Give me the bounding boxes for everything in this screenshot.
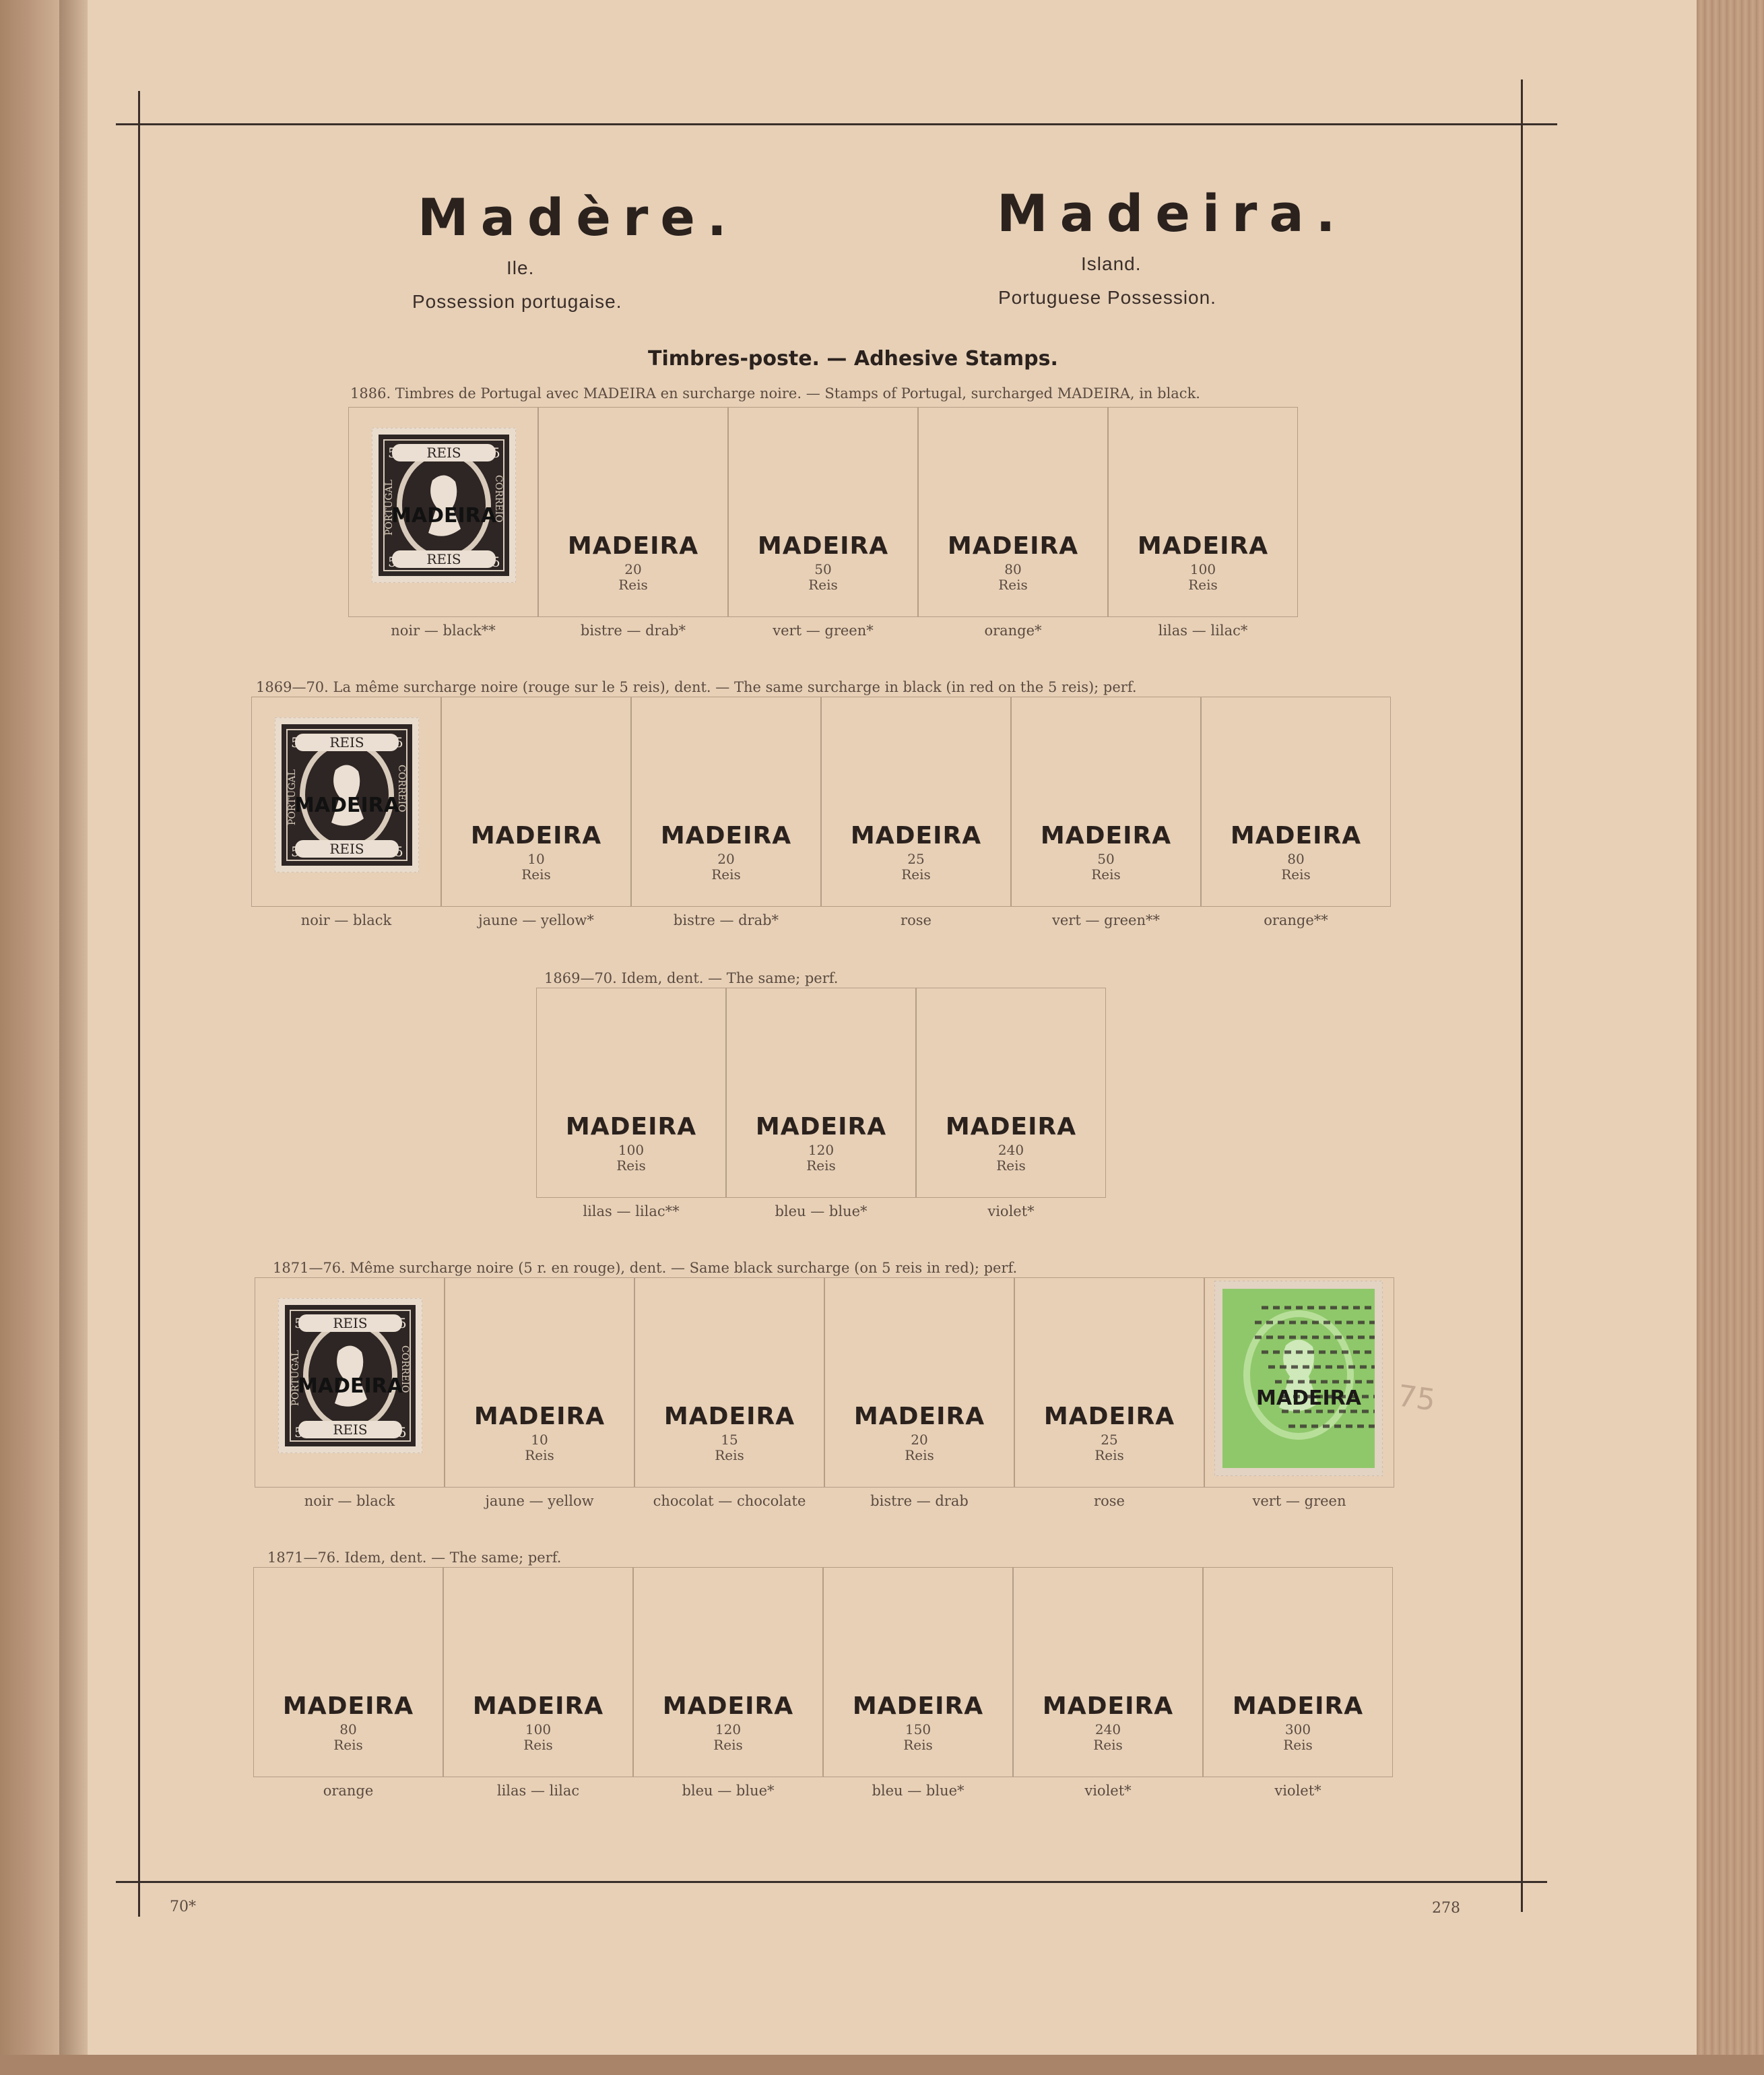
box-text [1204,1694,1392,1752]
title-english: Madeira. [997,183,1348,243]
box-value: 15 [721,1432,738,1448]
box-overprint: MADEIRA [1043,1403,1175,1430]
box-unit: Reis [715,1447,744,1463]
stamp-side-right: CORREIO [493,475,504,523]
spine-shadow [59,0,89,2075]
box-unit: Reis [905,1447,934,1463]
subtitle-french-1: Ile. [507,257,535,278]
box-value: 25 [907,851,925,867]
stamp-color-label: bistre — drab [870,1493,969,1509]
box-unit: Reis [713,1737,743,1753]
section-caption-1886: 1886. Timbres de Portugal avec MADEIRA en surcharge noire. — Stamps of Portugal, surcharged MADEIRA, in black. [350,385,1200,402]
box-text [1014,1694,1202,1752]
box-unit: Reis [998,577,1028,593]
box-value: 25 [1101,1432,1118,1448]
box-text [824,1694,1012,1752]
box-value: 120 [715,1721,742,1737]
box-unit: Reis [1283,1737,1313,1753]
box-overprint: MADEIRA [755,1113,887,1141]
stamp-space[interactable] [1201,697,1391,907]
box-overprint: MADEIRA [757,532,889,560]
stamp-value-tl: 5 [291,734,300,751]
green-used-stamp-s3-c5 [1214,1281,1383,1476]
box-unit: Reis [1281,866,1311,883]
box-unit: Reis [1095,1447,1124,1463]
stamp-space[interactable] [916,988,1106,1198]
green-stamp-overprint: MADEIRA [1256,1386,1361,1410]
stamp-color-label: lilas — lilac [496,1783,580,1799]
stamp-space[interactable] [821,697,1011,907]
box-unit: Reis [333,1737,363,1753]
box-unit: Reis [521,866,551,883]
stamp-color-label: violet* [1084,1783,1132,1799]
box-value: 20 [624,561,642,577]
book-bottom-edge [0,2055,1764,2075]
stamp-space[interactable] [1203,1567,1393,1777]
stamp-space[interactable] [824,1277,1014,1488]
stamp-space[interactable] [443,1567,633,1777]
stamp-space[interactable] [1014,1277,1204,1488]
box-overprint: MADEIRA [945,1113,1077,1141]
section-caption-1869-70-a: 1869—70. La même surcharge noire (rouge sur le 5 reis), dent. — The same surcharge in black (in red on the 5 reis); perf. [256,679,1137,695]
stamp-color-label: bleu — blue* [682,1783,775,1799]
stamp-value-tl: 5 [294,1315,303,1331]
stamp-color-label: rose [1094,1493,1125,1509]
stamp-value-bl: 5 [291,843,300,860]
frame-top-rule [116,123,1557,125]
box-value: 10 [531,1432,548,1448]
box-overprint: MADEIRA [662,1692,794,1720]
box-overprint: MADEIRA [663,1403,795,1430]
stamp-space[interactable] [1011,697,1201,907]
stamp-value-br: 5 [492,554,500,570]
box-unit: Reis [901,866,931,883]
box-overprint: MADEIRA [850,822,982,850]
stamp-color-label: vert — green* [773,622,874,639]
box-text [919,534,1107,592]
box-unit: Reis [903,1737,933,1753]
box-overprint: MADEIRA [1137,532,1269,560]
stamp-bottom-inscription: REIS [333,1422,368,1438]
box-value: 300 [1284,1721,1311,1737]
stamp-color-label: bleu — blue* [872,1783,965,1799]
page-number: 278 [1432,1900,1460,1917]
stamp-space[interactable] [823,1567,1013,1777]
stamp-space[interactable] [1204,1277,1394,1488]
stamp-color-label: noir — black [304,1493,395,1509]
stamp-space[interactable] [441,697,631,907]
box-text [727,1115,915,1172]
box-text [537,1115,725,1172]
box-text [442,824,630,881]
box-overprint: MADEIRA [660,822,792,850]
stamp-color-label: bistre — drab* [580,622,686,639]
footer-code: 70* [170,1898,196,1915]
stamp-value-tr: 5 [395,734,403,751]
stamp-color-label: orange* [984,622,1042,639]
stamp-top-inscription: REIS [333,1315,368,1331]
box-overprint: MADEIRA [1042,1692,1174,1720]
box-overprint: MADEIRA [472,1692,604,1720]
stamp-color-label: jaune — yellow [485,1493,594,1509]
stamp-color-label: jaune — yellow* [478,912,594,928]
stamp-color-label: orange** [1264,912,1328,928]
stamp-space[interactable] [726,988,916,1198]
box-text [729,534,917,592]
section-caption-1869-70-b: 1869—70. Idem, dent. — The same; perf. [544,970,839,986]
box-overprint: MADEIRA [852,1692,984,1720]
box-text [632,824,820,881]
stamp-space[interactable] [918,407,1108,617]
section-caption-1871-76-b: 1871—76. Idem, dent. — The same; perf. [267,1550,562,1566]
pencil-note: 75 [1395,1378,1438,1418]
box-value: 120 [808,1142,835,1158]
box-overprint: MADEIRA [947,532,1079,560]
box-overprint: MADEIRA [473,1403,606,1430]
stamp-overprint: MADEIRA [391,504,496,528]
title-french: Madère. [418,187,739,247]
box-value: 240 [1095,1721,1121,1737]
stamp-space[interactable] [1108,407,1298,617]
stamp-space[interactable] [255,1277,445,1488]
stamp-color-label: bistre — drab* [673,912,779,928]
frame-right-rule [1521,79,1523,1912]
stamp-color-label: rose [901,912,932,928]
stamp-space[interactable] [728,407,918,617]
stamp-bottom-inscription: REIS [329,841,364,857]
box-value: 50 [814,561,832,577]
box-text [254,1694,443,1752]
section-heading: Timbres-poste. — Adhesive Stamps. [648,347,1058,371]
box-overprint: MADEIRA [853,1403,985,1430]
stamp-top-inscription: REIS [329,734,364,751]
stamp-top-inscription: REIS [426,445,461,461]
portugal-5-reis-stamp-s1-c0 [275,717,419,872]
box-overprint: MADEIRA [565,1113,697,1141]
portugal-5-reis-stamp-s3-c0 [278,1298,422,1453]
box-text [539,534,727,592]
frame-left-rule [138,91,140,1917]
box-text [635,1405,824,1462]
portugal-5-reis-stamp-s0-c0 [372,428,516,583]
stamp-value-tl: 5 [388,445,397,461]
stamp-color-label: bleu — blue* [775,1203,868,1219]
box-unit: Reis [618,577,648,593]
stamp-space[interactable] [538,407,728,617]
stamp-color-label: lilas — lilac** [583,1203,680,1219]
stamp-value-tr: 5 [492,445,500,461]
box-value: 80 [1004,561,1022,577]
box-text [1202,824,1390,881]
stamp-space[interactable] [445,1277,634,1488]
stamp-color-label: violet* [1274,1783,1321,1799]
stamp-color-label: lilas — lilac* [1158,622,1248,639]
stamp-color-label: vert — green [1252,1493,1346,1509]
box-text [444,1694,632,1752]
box-unit: Reis [523,1737,553,1753]
box-text [1012,824,1200,881]
stamp-space[interactable] [251,697,441,907]
stamp-overprint: MADEIRA [298,1374,403,1398]
stamp-side-left: PORTUGAL [287,769,298,825]
box-text [634,1694,822,1752]
stamp-space[interactable] [633,1567,823,1777]
box-unit: Reis [1093,1737,1123,1753]
box-overprint: MADEIRA [1232,1692,1364,1720]
box-value: 80 [339,1721,357,1737]
box-overprint: MADEIRA [282,1692,414,1720]
box-unit: Reis [996,1157,1026,1174]
box-value: 20 [717,851,735,867]
box-unit: Reis [1188,577,1218,593]
stamp-space[interactable] [634,1277,824,1488]
box-value: 240 [998,1142,1024,1158]
subtitle-french-2: Possession portugaise. [412,291,622,312]
stamp-space[interactable] [348,407,538,617]
box-value: 100 [618,1142,645,1158]
box-unit: Reis [711,866,741,883]
box-text [822,824,1010,881]
stamp-space[interactable] [1013,1567,1203,1777]
stamp-color-label: orange [323,1783,374,1799]
box-value: 80 [1287,851,1305,867]
box-value: 50 [1097,851,1115,867]
box-overprint: MADEIRA [567,532,699,560]
box-overprint: MADEIRA [1230,822,1362,850]
stamp-color-label: chocolat — chocolate [653,1493,806,1509]
box-unit: Reis [806,1157,836,1174]
box-value: 150 [905,1721,932,1737]
stamp-value-bl: 5 [294,1424,303,1440]
box-unit: Reis [808,577,838,593]
stamp-bottom-inscription: REIS [426,551,461,567]
box-overprint: MADEIRA [470,822,602,850]
box-text [1109,534,1297,592]
stamp-side-right: CORREIO [399,1345,410,1393]
frame-bottom-rule [116,1881,1547,1883]
stamp-value-tr: 5 [398,1315,407,1331]
box-text [917,1115,1105,1172]
stamp-overprint: MADEIRA [294,794,399,817]
box-overprint: MADEIRA [1040,822,1172,850]
stamp-side-left: PORTUGAL [384,480,395,536]
stamp-space[interactable] [631,697,821,907]
stamp-side-right: CORREIO [396,765,407,812]
book-right-page-edges [1697,0,1764,2075]
subtitle-english-1: Island. [1081,253,1142,274]
subtitle-english-2: Portuguese Possession. [998,287,1216,308]
box-text [445,1405,634,1462]
box-value: 100 [525,1721,552,1737]
stamp-value-bl: 5 [388,554,397,570]
stamp-color-label: vert — green** [1052,912,1160,928]
stamp-value-br: 5 [398,1424,407,1440]
stamp-side-left: PORTUGAL [290,1350,301,1406]
box-text [1015,1405,1204,1462]
box-value: 100 [1189,561,1216,577]
stamp-color-label: violet* [987,1203,1035,1219]
box-unit: Reis [1091,866,1121,883]
stamp-color-label: noir — black [300,912,392,928]
box-value: 10 [527,851,545,867]
stamp-space[interactable] [253,1567,443,1777]
section-caption-1871-76-a: 1871—76. Même surcharge noire (5 r. en rouge), dent. — Same black surcharge (on 5 reis in red); perf. [273,1260,1018,1276]
box-value: 20 [911,1432,928,1448]
box-text [825,1405,1014,1462]
stamp-space[interactable] [536,988,726,1198]
stamp-color-label: noir — black** [391,622,496,639]
box-unit: Reis [525,1447,554,1463]
box-unit: Reis [616,1157,646,1174]
stamp-value-br: 5 [395,843,403,860]
